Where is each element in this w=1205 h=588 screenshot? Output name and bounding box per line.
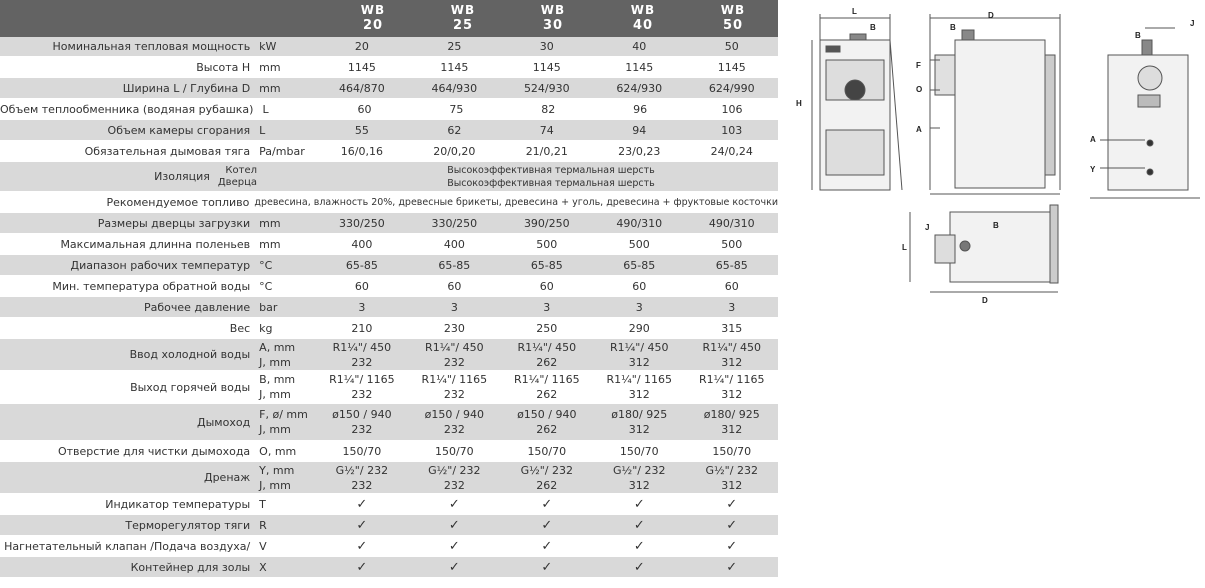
cell-line-1: ø180/ 925 [611, 408, 668, 421]
row-label: Вес [229, 321, 251, 335]
cell-line-1: R1¼"/ 1165 [606, 373, 673, 386]
table-cell: 55 [354, 123, 369, 137]
table-cell: 16/0,16 [340, 144, 383, 158]
row-label: Рабочее давление [144, 300, 251, 314]
table-cell: 60 [357, 102, 372, 116]
row-unit: °C [259, 258, 273, 272]
cell-line-2: 232 [351, 478, 373, 492]
spec-row-temp-range [0, 255, 778, 276]
table-cell [408, 463, 500, 493]
table-cell: 103 [721, 123, 743, 137]
checkmark-icon: ✓ [541, 538, 553, 554]
checkmark-icon: ✓ [726, 496, 738, 512]
spec-row-ash [0, 557, 778, 578]
spec-row-flue [0, 404, 778, 441]
table-cell: 25 [447, 40, 462, 53]
table-cell: 65-85 [345, 258, 378, 272]
spec-row-drain [0, 462, 778, 494]
row-label: Рекомендуемое топливо [106, 195, 250, 209]
spec-row-log [0, 234, 778, 255]
insulation-line-1: Высокоэффективная термальная шерсть [447, 164, 655, 176]
table-cell: 315 [721, 321, 743, 335]
row-unit: mm [259, 81, 281, 95]
cell-line-1: R1¼"/ 1165 [421, 373, 488, 386]
table-cell [316, 407, 408, 437]
table-cell: 500 [536, 237, 558, 251]
cell-line-1: R1¼"/ 450 [332, 340, 392, 354]
row-label: Обязательная дымовая тяга [84, 144, 251, 158]
table-cell: 3 [358, 300, 366, 314]
row-unit: T [259, 497, 266, 511]
row-unit-line: Y, mm [259, 463, 295, 477]
cell-line-2: 262 [536, 478, 558, 492]
table-cell: 20 [354, 40, 369, 53]
table-cell: 490/310 [708, 216, 755, 230]
table-cell: 400 [351, 237, 373, 251]
cell-line-2: 312 [721, 478, 743, 492]
checkmark-icon: ✓ [726, 559, 738, 575]
table-cell [686, 372, 778, 402]
svg-text:A: A [1090, 135, 1096, 144]
svg-text:L: L [902, 243, 907, 252]
table-cell: 20/0,20 [433, 144, 476, 158]
row-unit [255, 340, 315, 370]
table-cell [686, 340, 778, 370]
table-cell [316, 372, 408, 402]
table-cell: 490/310 [616, 216, 663, 230]
row-label: Высота H [196, 60, 251, 74]
table-cell: 60 [447, 279, 462, 293]
table-cell: 60 [632, 279, 647, 293]
cell-line-1: R1¼"/ 1165 [329, 373, 395, 386]
checkmark-icon: ✓ [633, 496, 645, 512]
svg-text:L: L [852, 7, 857, 16]
table-cell [593, 407, 685, 437]
cell-line-1: ø180/ 925 [703, 408, 760, 421]
cell-line-1: G½"/ 232 [705, 463, 758, 477]
svg-text:J: J [1190, 19, 1195, 28]
table-cell: 330/250 [431, 216, 478, 230]
spec-row-power [0, 37, 778, 57]
table-cell: 62 [447, 123, 462, 137]
table-cell: 21/0,21 [525, 144, 568, 158]
table-cell: 75 [449, 102, 464, 116]
cell-line-1: G½"/ 232 [428, 463, 481, 477]
table-cell: 94 [632, 123, 647, 137]
table-cell [593, 340, 685, 370]
insulation-sublabels [218, 165, 257, 189]
table-cell: 524/930 [523, 81, 570, 95]
svg-text:O: O [916, 85, 923, 94]
row-unit: X [259, 560, 267, 574]
checkmark-icon: ✓ [726, 538, 738, 554]
spec-row-pressure [0, 297, 778, 318]
row-label: Мин. температура обратной воды [52, 279, 251, 293]
row-label: Объем камеры сгорания [107, 123, 251, 137]
row-unit-line: J, mm [259, 478, 291, 492]
table-cell: 624/930 [616, 81, 663, 95]
row-label: Контейнер для золы [130, 560, 251, 574]
cell-line-2: 232 [443, 355, 465, 369]
table-cell: 464/930 [431, 81, 478, 95]
table-cell: 210 [351, 321, 373, 335]
model-header: WB 50 [720, 3, 746, 33]
spec-row-draft-reg [0, 515, 778, 536]
table-cell: 150/70 [434, 444, 474, 458]
cell-line-2: 262 [536, 388, 558, 401]
table-cell: 230 [443, 321, 465, 335]
spec-row-volume-cc [0, 120, 778, 141]
cell-line-1: ø150 / 940 [424, 408, 485, 421]
table-cell [686, 407, 778, 437]
table-cell: 50 [724, 40, 739, 53]
spec-row-return-temp [0, 276, 778, 297]
top-view-drawing [910, 205, 1058, 292]
table-cell: 500 [721, 237, 743, 251]
table-cell [501, 463, 593, 493]
checkmark-icon: ✓ [448, 517, 460, 533]
table-cell [501, 372, 593, 402]
table-cell: 65-85 [715, 258, 748, 272]
front-view-drawing [812, 14, 902, 190]
table-cell [316, 463, 408, 493]
model-header: WB 30 [540, 3, 566, 33]
cell-line-1: G½"/ 232 [520, 463, 574, 477]
row-label: Объем теплообменника (водяная рубашка) [0, 102, 254, 116]
table-cell [316, 340, 408, 370]
table-cell: 250 [536, 321, 558, 335]
table-cell: 1145 [717, 60, 746, 74]
checkmark-icon: ✓ [448, 496, 460, 512]
checkmark-icon: ✓ [541, 496, 553, 512]
svg-text:D: D [982, 296, 988, 305]
svg-text:B: B [1135, 31, 1141, 40]
checkmark-icon: ✓ [448, 538, 460, 554]
cell-line-1: R1¼"/ 450 [609, 340, 669, 354]
row-unit-line: A, mm [259, 340, 296, 354]
table-cell: 96 [633, 102, 648, 116]
table-cell: 464/870 [339, 81, 385, 95]
table-cell: 400 [443, 237, 465, 251]
row-unit: kg [259, 321, 273, 335]
cell-line-2: 232 [443, 388, 465, 401]
table-cell: 65-85 [623, 258, 656, 272]
row-unit: bar [259, 300, 278, 314]
svg-text:B: B [870, 23, 876, 32]
row-label: Выход горячей воды [130, 380, 251, 394]
model-header: WB 40 [630, 3, 656, 33]
checkmark-icon: ✓ [726, 517, 738, 533]
cell-line-1: R1¼"/ 1165 [698, 373, 765, 386]
row-label: Индикатор температуры [105, 497, 251, 511]
table-cell: 1145 [532, 60, 561, 74]
table-cell: 3 [450, 300, 458, 314]
cell-line-2: 232 [351, 423, 373, 436]
table-cell: 500 [628, 237, 650, 251]
row-unit [255, 407, 315, 437]
row-unit: °C [259, 279, 273, 293]
cell-line-2: 232 [351, 388, 373, 401]
spec-row-temp-ind [0, 494, 778, 515]
row-label: Отверстие для чистки дымохода [57, 444, 251, 458]
table-cell: 3 [728, 300, 736, 314]
table-cell: 390/250 [523, 216, 570, 230]
cell-line-2: 232 [443, 423, 465, 436]
table-cell: 40 [632, 40, 647, 53]
cell-line-2: 232 [351, 355, 373, 369]
svg-text:H: H [796, 99, 802, 108]
row-label: Терморегулятор тяги [125, 518, 251, 532]
svg-text:J: J [925, 223, 930, 232]
table-cell: 3 [543, 300, 551, 314]
table-cell: 150/70 [712, 444, 752, 458]
cell-line-2: 312 [628, 423, 650, 436]
row-unit: L [262, 102, 269, 116]
table-cell: 30 [539, 40, 554, 53]
checkmark-icon: ✓ [633, 517, 645, 533]
spec-row-valve [0, 536, 778, 557]
row-label: Дренаж [203, 471, 251, 484]
row-label: Номинальная тепловая мощность [52, 40, 251, 53]
row-label: Размеры дверцы загрузки [97, 216, 251, 230]
table-header [0, 0, 778, 37]
boiler-dimension-drawings [790, 0, 1205, 330]
spec-row-height [0, 57, 778, 78]
cell-line-2: 312 [721, 355, 743, 369]
row-unit [255, 463, 315, 493]
table-cell: 1145 [347, 60, 376, 74]
cell-line-1: R1¼"/ 1165 [514, 373, 580, 386]
cell-line-1: R1¼"/ 450 [702, 340, 762, 354]
insulation-sub-door: Дверца [217, 176, 257, 188]
cell-line-2: 312 [628, 478, 650, 492]
fuel-text: древесина, влажность 20%, древесные брикеты, древесина + уголь, древесина + фруктовые косточки [254, 196, 778, 208]
svg-text:Y: Y [1090, 165, 1096, 174]
spec-row-cold-in [0, 339, 778, 371]
spec-row-draft [0, 141, 778, 162]
row-unit: V [259, 539, 267, 553]
checkmark-icon: ✓ [541, 517, 553, 533]
row-unit: R [259, 518, 267, 532]
table-cell: 624/990 [708, 81, 755, 95]
row-unit: Pa/mbar [259, 144, 305, 158]
row-unit: O, mm [259, 444, 297, 458]
svg-text:A: A [916, 125, 922, 134]
table-cell [593, 463, 685, 493]
spec-row-insulation [0, 162, 778, 192]
cell-line-1: G½"/ 232 [335, 463, 389, 477]
row-unit-line: J, mm [259, 388, 291, 401]
table-cell: 23/0,23 [618, 144, 661, 158]
table-cell [408, 340, 500, 370]
table-cell: 150/70 [527, 444, 567, 458]
model-header: WB 20 [360, 3, 386, 33]
table-cell [501, 340, 593, 370]
model-header: WB 25 [450, 3, 476, 33]
row-unit-line: J, mm [259, 355, 291, 369]
insulation-sub-boiler: Котел [225, 164, 257, 176]
cell-line-2: 262 [536, 423, 558, 436]
spec-row-fuel [0, 192, 778, 213]
spec-row-door [0, 213, 778, 234]
cell-line-2: 312 [628, 355, 650, 369]
spec-row-volume-hx [0, 99, 778, 120]
checkmark-icon: ✓ [356, 517, 368, 533]
cell-line-2: 312 [721, 388, 743, 401]
table-cell [501, 407, 593, 437]
row-label: Диапазон рабочих температур [70, 258, 251, 272]
table-cell [408, 372, 500, 402]
row-label: Нагнетательный клапан /Подача воздуха/ [4, 539, 251, 553]
table-cell [686, 463, 778, 493]
table-cell: 290 [628, 321, 650, 335]
cell-line-1: ø150 / 940 [332, 408, 392, 421]
svg-text:B: B [950, 23, 956, 32]
svg-text:F: F [916, 61, 921, 70]
table-cell: 65-85 [438, 258, 471, 272]
row-unit: mm [259, 216, 281, 230]
checkmark-icon: ✓ [541, 559, 553, 575]
checkmark-icon: ✓ [633, 538, 645, 554]
row-unit-line: J, mm [259, 423, 291, 436]
row-unit [255, 372, 315, 402]
insulation-line-2: Высокоэффективная термальная шерсть [447, 177, 655, 189]
table-cell: 74 [539, 123, 554, 137]
row-unit: mm [259, 237, 281, 251]
spec-row-cleaning [0, 441, 778, 462]
cell-line-2: 262 [536, 355, 558, 369]
table-cell: 150/70 [619, 444, 659, 458]
row-unit: L [259, 123, 266, 137]
insulation-label: Изоляция [154, 170, 210, 183]
table-cell: 150/70 [342, 444, 382, 458]
cell-line-1: ø150 / 940 [517, 408, 577, 421]
row-label [0, 165, 262, 189]
row-unit: mm [259, 60, 281, 74]
svg-text:B: B [993, 221, 999, 230]
table-cell: 60 [539, 279, 554, 293]
cell-line-1: R1¼"/ 450 [425, 340, 484, 354]
cell-line-2: 312 [721, 423, 743, 436]
row-label: Ввод холодной воды [129, 348, 251, 361]
row-label: Ширина L / Глубина D [122, 81, 251, 95]
table-cell: 3 [635, 300, 643, 314]
table-cell: 82 [541, 102, 556, 116]
back-view-drawing [1090, 28, 1200, 198]
table-cell: 60 [724, 279, 739, 293]
spec-row-hot-out [0, 371, 778, 404]
checkmark-icon: ✓ [356, 538, 368, 554]
table-cell: 65-85 [530, 258, 563, 272]
checkmark-icon: ✓ [356, 559, 368, 575]
row-unit-line: B, mm [259, 373, 296, 386]
spec-row-width [0, 78, 778, 99]
table-cell [593, 372, 685, 402]
table-cell [408, 407, 500, 437]
cell-line-2: 312 [628, 388, 650, 401]
cell-line-2: 232 [443, 478, 465, 492]
svg-text:D: D [988, 11, 994, 20]
checkmark-icon: ✓ [356, 496, 368, 512]
table-cell: 106 [721, 102, 743, 116]
table-cell: 1145 [625, 60, 654, 74]
row-unit-line: F, ø/ mm [259, 408, 308, 421]
cell-line-1: G½"/ 232 [613, 463, 666, 477]
spec-row-weight [0, 318, 778, 339]
table-cell: 60 [354, 279, 369, 293]
table-cell: 24/0,24 [710, 144, 753, 158]
row-label: Максимальная длинна поленьев [60, 237, 251, 251]
side-view-drawing [930, 14, 1060, 194]
insulation-values [324, 164, 778, 190]
checkmark-icon: ✓ [633, 559, 645, 575]
row-unit: kW [259, 40, 277, 53]
row-label: Дымоход [197, 415, 251, 429]
table-cell: 1145 [440, 60, 469, 74]
table-cell: 330/250 [339, 216, 385, 230]
cell-line-1: R1¼"/ 450 [517, 340, 577, 354]
checkmark-icon: ✓ [448, 559, 460, 575]
